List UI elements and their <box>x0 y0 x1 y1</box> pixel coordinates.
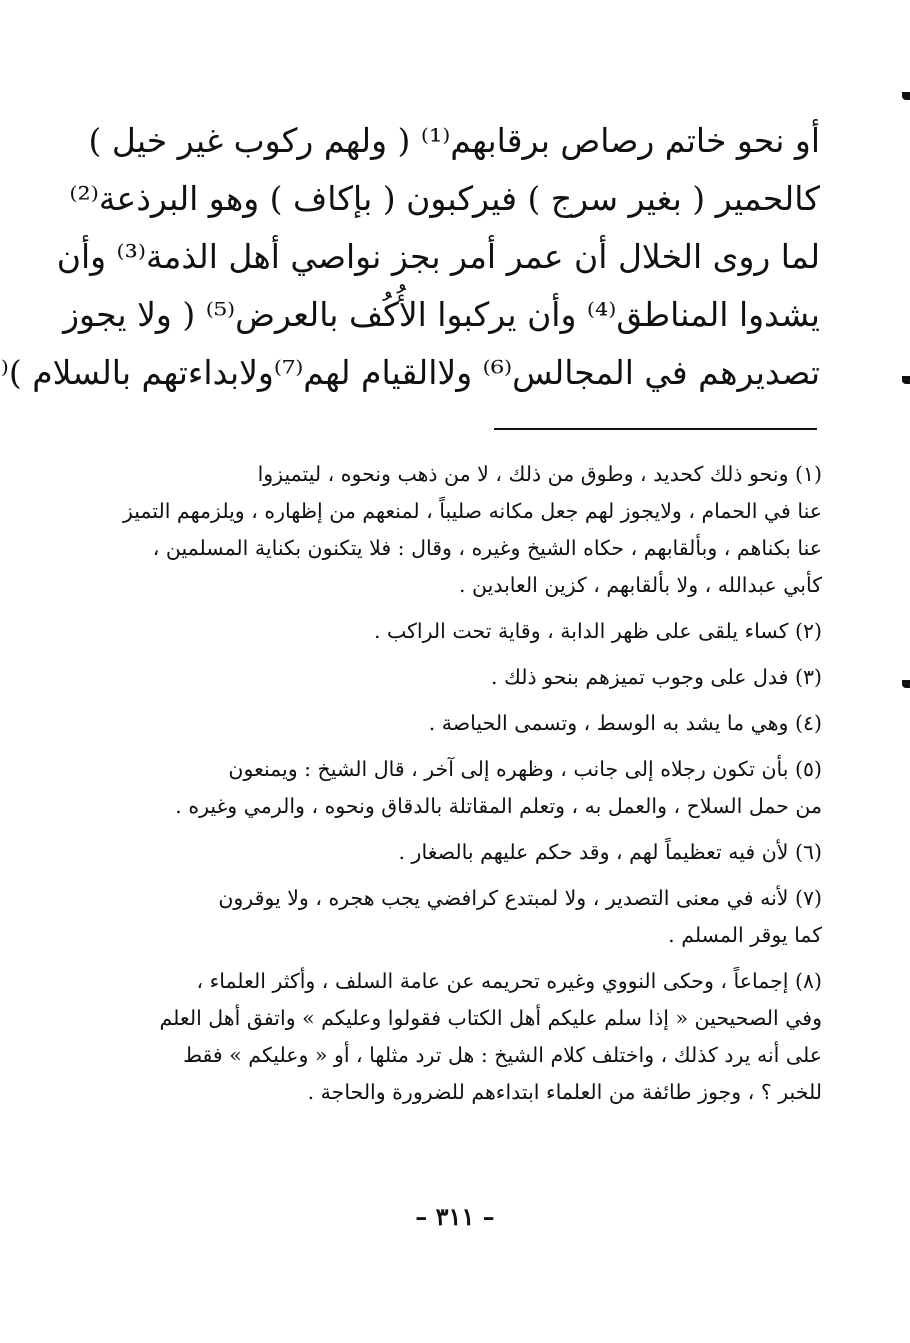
footnote-line: كما يوقر المسلم . <box>668 923 822 947</box>
footnote-line: عنا بكناهم ، وبألقابهم ، حكاه الشيخ وغيره ، وقال : فلا يتكنون بكناية المسلمين ، <box>152 536 822 560</box>
footnote-5 <box>78 751 822 825</box>
main-text-line: لما روى الخلال أن عمر أمر بجز نواصي أهل الذمة⁽³⁾ وأن <box>56 237 820 276</box>
footnote-line: (٧) لأنه في معنى التصدير ، ولا لمبتدع كرافضي يجب هجره ، ولا يوقرون <box>218 886 822 910</box>
margin-mark <box>902 92 910 100</box>
footnote-2 <box>78 613 822 650</box>
footnote-line: (٦) لأن فيه تعظيماً لهم ، وقد حكم عليهم بالصغار . <box>398 840 822 864</box>
main-text-line: أو نحو خاتم رصاص برقابهم⁽¹⁾ ( ولهم ركوب غير خيل ) <box>88 121 820 160</box>
main-text-line: يشدوا المناطق⁽⁴⁾ وأن يركبوا الأُكُف بالعرض⁽⁵⁾ ( ولا يجوز <box>63 295 820 334</box>
footnotes <box>78 456 822 1120</box>
footnote-6 <box>78 834 822 871</box>
footnote-line: (٥) بأن تكون رجلاه إلى جانب ، وظهره إلى آخر ، قال الشيخ : ويمنعون <box>228 757 822 781</box>
footnote-line: (١) ونحو ذلك كحديد ، وطوق من ذلك ، لا من ذهب ونحوه ، ليتميزوا <box>257 462 822 486</box>
footnote-line: على أنه يرد كذلك ، واختلف كلام الشيخ : هل ترد مثلها ، أو « وعليكم » فقط <box>183 1043 822 1067</box>
footnote-line: للخبر ؟ ، وجوز طائفة من العلماء ابتداءهم للضرورة والحاجة . <box>307 1080 822 1104</box>
margin-mark <box>902 376 910 384</box>
footnote-7 <box>78 880 822 954</box>
page-number: – ٣١١ – <box>415 1202 495 1231</box>
footnote-3 <box>78 659 822 696</box>
footnote-line: (٢) كساء يلقى على ظهر الدابة ، وقاية تحت الراكب . <box>373 619 822 643</box>
main-text-line: تصديرهم في المجالس⁽⁶⁾ ولاالقيام لهم⁽⁷⁾ولابداءتهم بالسلام )⁽ <box>0 353 820 392</box>
main-text <box>0 112 820 402</box>
footnote-line: (٣) فدل على وجوب تميزهم بنحو ذلك . <box>490 665 822 689</box>
footnote-line: وفي الصحيحين « إذا سلم عليكم أهل الكتاب فقولوا وعليكم » واتفق أهل العلم <box>159 1006 822 1030</box>
footnote-line: كأبي عبدالله ، ولا بألقابهم ، كزين العابدين . <box>458 573 822 597</box>
footnote-8 <box>78 963 822 1111</box>
footnote-1 <box>78 456 822 604</box>
footnote-line: (٨) إجماعاً ، وحكى النووي وغيره تحريمه عن عامة السلف ، وأكثر العلماء ، <box>196 969 822 993</box>
margin-mark <box>902 680 910 688</box>
footnote-line: عنا في الحمام ، ولايجوز لهم جعل مكانه صليباً ، لمنعهم من إظهاره ، ويلزمهم التميز <box>122 499 822 523</box>
footnote-4 <box>78 705 822 742</box>
footnote-divider <box>494 428 817 430</box>
main-text-line: كالحمير ( بغير سرج ) فيركبون ( بإكاف ) وهو البرذعة⁽²⁾ <box>69 179 820 218</box>
footnote-line: من حمل السلاح ، والعمل به ، وتعلم المقاتلة بالدقاق ونحوه ، والرمي وغيره . <box>175 794 822 818</box>
footnote-line: (٤) وهي ما يشد به الوسط ، وتسمى الحياصة . <box>428 711 822 735</box>
